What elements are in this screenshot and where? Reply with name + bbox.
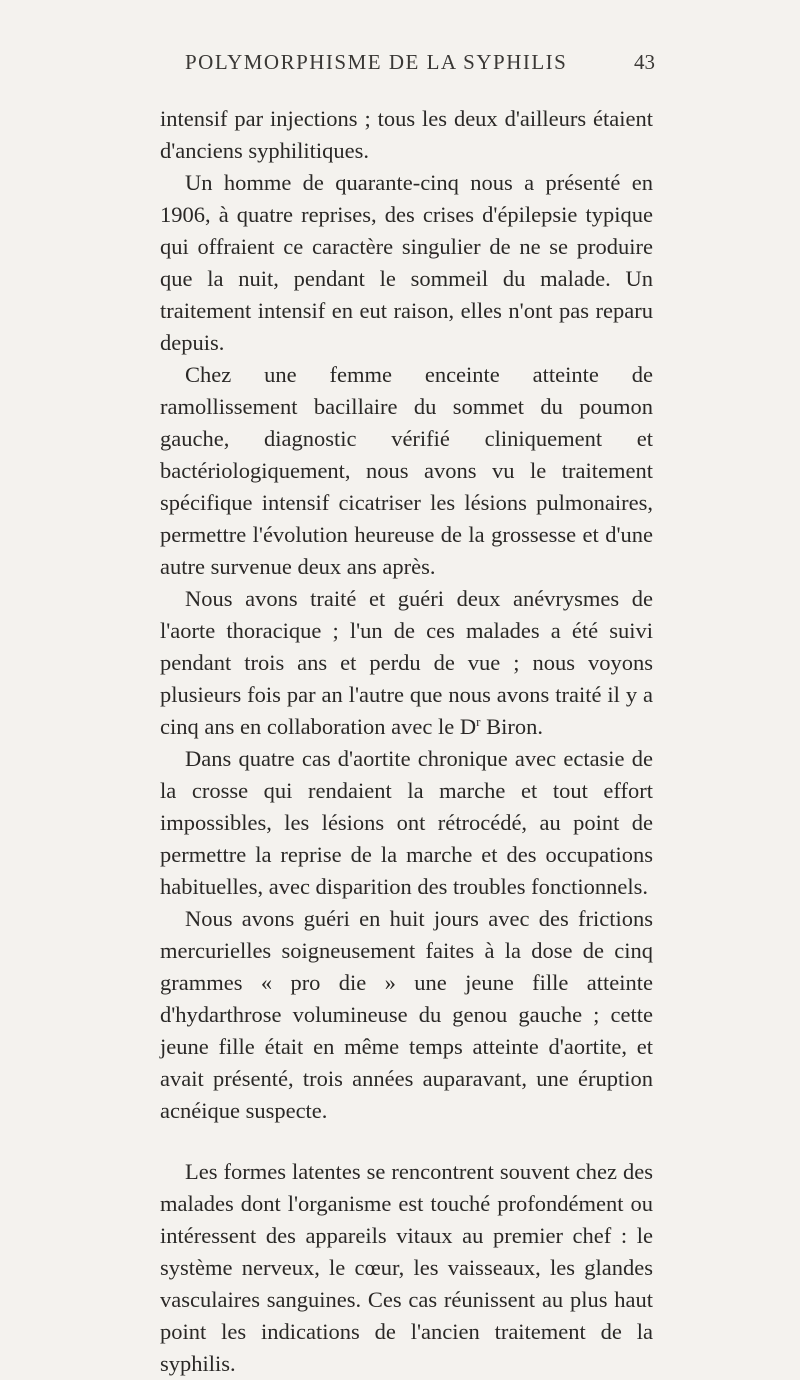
doctor-superscript: r — [476, 714, 481, 729]
paragraph-continuation: intensif par injections ; tous les deux d'ailleurs étaient d'anciens syphilitiques. — [160, 106, 653, 163]
paragraph-aneurysm-cases — [160, 583, 653, 743]
page-number: 43 — [634, 50, 655, 74]
paragraph-epilepsy-case: Un homme de quarante-cinq nous a présenté en 1906, à quatre reprises, des crises d'épilepsie typique qui offraient ce caractère singulier de ne se produire que la nuit, pendant le sommeil du malade. Un traitement intensif en eut raison, elles n'ont pas reparu depuis. — [160, 170, 653, 355]
body-text — [160, 103, 653, 1380]
running-header — [185, 50, 655, 75]
paragraph-latent-forms: Les formes latentes se rencontrent souvent chez des malades dont l'organisme est touché profondément ou intéressent des appareils vitaux au premier chef : le système nerveux, le cœur, les vaisseaux, les glandes vasculaires sanguines. Ces cas réunissent au plus haut point les indications de l'ancien traitement de la syphilis. — [160, 1159, 653, 1376]
aneurysm-text: Nous avons traité et guéri deux anévrysmes de l'aorte thoracique ; l'un de ces malades a été suivi pendant trois ans et perdu de vue ; nous voyons plusieurs fois par an l'autre que nous avons traité il y a cinq ans en collaboration avec le D — [160, 586, 653, 739]
paragraph-hydarthrosis-case: Nous avons guéri en huit jours avec des frictions mercurielles soigneusement faites à la dose de cinq grammes « pro die » une jeune fille atteinte d'hydarthrose volumineuse du genou gauche ; cette jeune fille était en même temps atteinte d'aortite, et avait présenté, trois années auparavant, une éruption acnéique suspecte. — [160, 906, 653, 1123]
paragraph-aortitis-cases: Dans quatre cas d'aortite chronique avec ectasie de la crosse qui rendaient la marche et tout effort impossibles, les lésions ont rétrocédé, au point de permettre la reprise de la marche et des occupations habituelles, avec disparition des troubles fonctionnels. — [160, 746, 653, 899]
aneurysm-text-end: Biron. — [480, 714, 543, 739]
running-title: POLYMORPHISME DE LA SYPHILIS — [185, 50, 568, 74]
paragraph-pregnant-woman-case: Chez une femme enceinte atteinte de ramollissement bacillaire du sommet du poumon gauche, diagnostic vérifié cliniquement et bactériologiquement, nous avons vu le traitement spécifique intensif cicatriser les lésions pulmonaires, permettre l'évolution heureuse de la grossesse et d'une autre survenue deux ans après. — [160, 362, 653, 579]
